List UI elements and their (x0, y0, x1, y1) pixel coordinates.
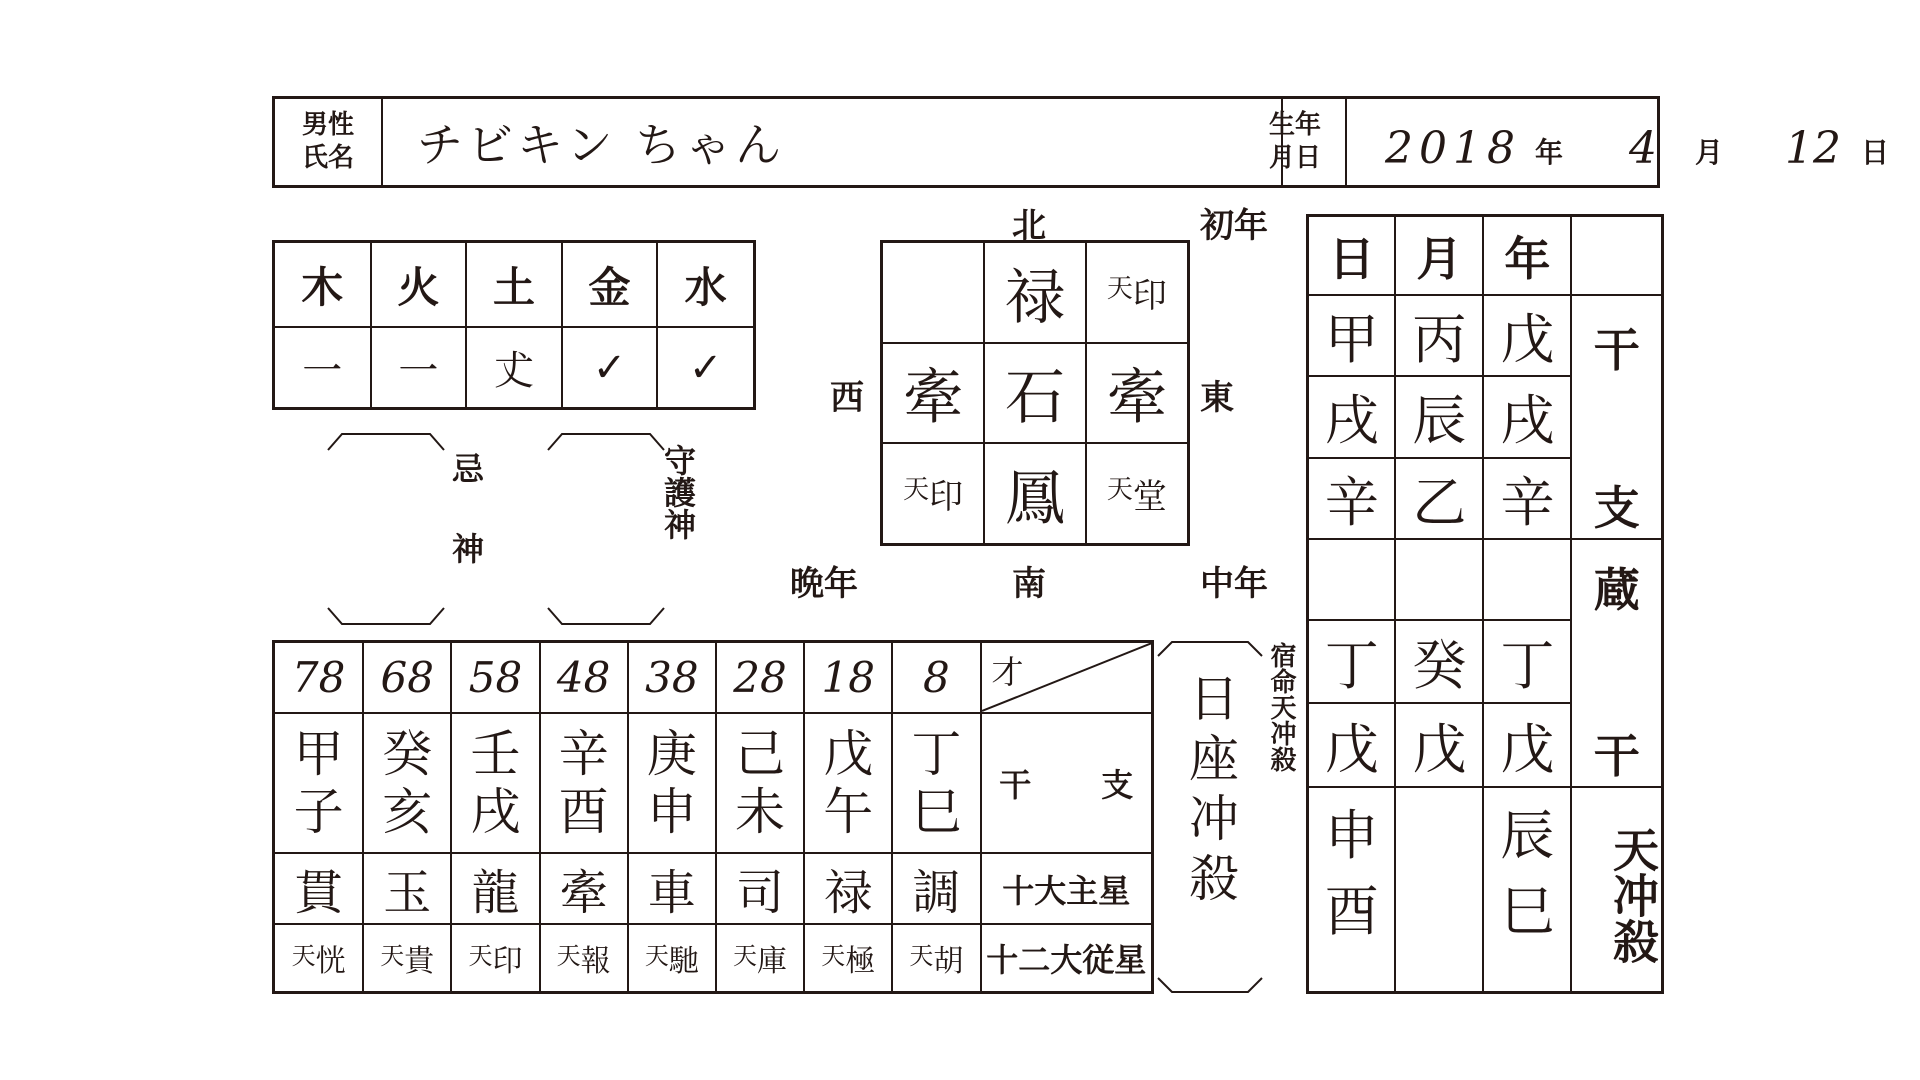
follower-sup-2: 天 (380, 942, 405, 970)
follower-sup-4: 天 (556, 942, 581, 970)
fire-count: 一 (371, 327, 467, 407)
grid-center-star: 石 (984, 343, 1085, 443)
follower-sup-7: 天 (821, 942, 846, 970)
early-years-label: 初年 (1200, 206, 1268, 246)
element-water: 水 (657, 243, 753, 327)
east-label: 東 (1200, 378, 1234, 418)
zou-gan-label (1571, 539, 1661, 787)
element-wood: 木 (275, 243, 371, 327)
luck-gz-7 (804, 713, 892, 853)
month-hidden-1 (1395, 539, 1483, 620)
follower-6 (716, 924, 804, 991)
name-label: 氏名 (301, 143, 354, 173)
follower-sup-5: 天 (644, 942, 669, 970)
luck-branch-7: 午 (823, 783, 874, 841)
luck-gz-8 (892, 713, 980, 853)
luck-gz-3 (451, 713, 539, 853)
element-earth: 土 (466, 243, 562, 327)
grid-se-main: 堂 (1132, 477, 1167, 517)
gender-label: 男性 (301, 110, 354, 140)
age-38: 38 (628, 643, 716, 713)
grid-ne-main: 印 (1132, 276, 1167, 316)
day-hidden-2: 丁 (1309, 620, 1395, 704)
grid-top-left (883, 243, 984, 343)
birth-year: 2018 (1385, 123, 1521, 174)
age-68: 68 (363, 643, 451, 713)
year-unit: 年 (1535, 136, 1564, 169)
luck-stem-3: 壬 (470, 725, 521, 783)
main-star-6: 司 (716, 853, 804, 924)
tenchu-label: 天冲殺 (1571, 787, 1661, 991)
gan-shi-label (1571, 295, 1661, 539)
guardian-bracket (546, 430, 666, 630)
five-elements-table (272, 240, 756, 410)
kanshi-label (981, 713, 1152, 853)
grid-se-sup: 天 (1106, 475, 1133, 505)
middle-years-label: 中年 (1200, 564, 1268, 604)
follower-5 (628, 924, 716, 991)
grid-southeast-star (1086, 443, 1187, 543)
main-star-label: 十大主星 (981, 853, 1152, 924)
grid-east-star: 牽 (1086, 343, 1187, 443)
luck-branch-5: 申 (646, 783, 697, 841)
age-78: 78 (275, 643, 363, 713)
age-unit-cell (981, 643, 1152, 713)
age-8: 8 (892, 643, 980, 713)
birth-month: 4 (1629, 123, 1657, 174)
follower-main-5: 馳 (668, 944, 699, 979)
pillar-year-header: 年 (1483, 217, 1571, 295)
follower-1 (275, 924, 363, 991)
day-unit: 日 (1861, 136, 1890, 169)
luck-gz-6 (716, 713, 804, 853)
luck-gz-5 (628, 713, 716, 853)
follower-8 (892, 924, 980, 991)
grid-sw-sup: 天 (903, 475, 930, 505)
month-hidden-3: 戊 (1395, 703, 1483, 787)
year-hidden-1 (1483, 539, 1571, 620)
luck-stem-7: 戊 (823, 725, 874, 783)
follower-3 (451, 924, 539, 991)
follower-7 (804, 924, 892, 991)
age-58: 58 (451, 643, 539, 713)
month-stem: 丙 (1395, 295, 1483, 376)
label-shi: 支 (1593, 481, 1640, 535)
age-28: 28 (716, 643, 804, 713)
day-hidden-3: 戊 (1309, 703, 1395, 787)
luck-stem-4: 辛 (558, 725, 609, 783)
luck-stem-8: 丁 (911, 725, 962, 783)
pillars-table (1306, 214, 1664, 994)
pillar-day-header: 日 (1309, 217, 1395, 295)
wood-count: 一 (275, 327, 371, 407)
grid-south-star: 鳳 (984, 443, 1085, 543)
day-hidden-1 (1309, 539, 1395, 620)
year-tenchu: 辰 巳 (1483, 787, 1571, 991)
follower-2 (363, 924, 451, 991)
year-hidden-3: 戊 (1483, 703, 1571, 787)
luck-branch-6: 未 (735, 783, 786, 841)
year-branch-2: 辛 (1483, 458, 1571, 539)
main-star-3: 龍 (451, 853, 539, 924)
label-gan: 干 (1593, 323, 1640, 377)
follower-main-6: 庫 (757, 944, 788, 979)
follower-sup-3: 天 (468, 942, 493, 970)
luck-gz-4 (540, 713, 628, 853)
element-metal: 金 (562, 243, 658, 327)
age-unit: 才 (991, 653, 1024, 691)
birthdate-value[interactable] (1345, 99, 1890, 185)
luck-branch-4: 酉 (558, 783, 609, 841)
day-stem: 甲 (1309, 295, 1395, 376)
main-star-1: 貫 (275, 853, 363, 924)
birth-label-line1: 生年 (1268, 110, 1321, 140)
main-star-7: 禄 (804, 853, 892, 924)
north-label: 北 (1012, 206, 1046, 246)
age-48: 48 (540, 643, 628, 713)
follower-4 (540, 924, 628, 991)
imigami-label-1: 忌 (452, 450, 485, 488)
west-label: 西 (830, 378, 864, 418)
pillar-header-blank (1571, 217, 1661, 295)
luck-branch-3: 戌 (470, 783, 521, 841)
month-hidden-2: 癸 (1395, 620, 1483, 704)
luck-stem-6: 己 (735, 725, 786, 783)
follower-sup-8: 天 (909, 942, 934, 970)
follower-label: 十二大従星 (981, 924, 1152, 991)
imigami-label-2: 神 (452, 530, 485, 568)
follower-sup-6: 天 (733, 942, 758, 970)
grid-southwest-star (883, 443, 984, 543)
grid-northeast-star (1086, 243, 1187, 343)
month-unit: 月 (1695, 136, 1724, 169)
luck-branch-2: 亥 (382, 783, 433, 841)
grid-west-star: 牽 (883, 343, 984, 443)
late-years-label: 晩年 (790, 564, 858, 604)
south-label: 南 (1012, 564, 1046, 604)
follower-main-1: 恍 (315, 944, 346, 979)
birth-day: 12 (1785, 123, 1841, 174)
birth-label-line2: 月日 (1268, 143, 1321, 173)
luck-branch-1: 子 (293, 783, 344, 841)
follower-sup-1: 天 (291, 942, 316, 970)
month-branch-2: 乙 (1395, 458, 1483, 539)
age-18: 18 (804, 643, 892, 713)
element-fire: 火 (371, 243, 467, 327)
luck-branch-8: 巳 (911, 783, 962, 841)
year-stem: 戊 (1483, 295, 1571, 376)
name-value[interactable]: チビキン ちゃん (381, 99, 1283, 185)
luck-stem-5: 庚 (646, 725, 697, 783)
day-branch-2: 辛 (1309, 458, 1395, 539)
luck-cycles-table (272, 640, 1154, 994)
earth-count: 𠀋 (466, 327, 562, 407)
luck-stem-1: 甲 (293, 725, 344, 783)
follower-main-2: 貴 (404, 944, 435, 979)
kanshi-label-2: 支 (1101, 766, 1134, 804)
main-star-8: 調 (892, 853, 980, 924)
label-zou: 蔵 (1593, 563, 1640, 617)
main-star-2: 玉 (363, 853, 451, 924)
tenchusatsu-label: 宿命天冲殺 (1266, 642, 1296, 772)
follower-main-4: 報 (580, 944, 611, 979)
star-chart-grid (880, 240, 1190, 546)
label-gan2: 干 (1593, 729, 1640, 783)
profile-header (272, 96, 1890, 188)
birthdate-label (1245, 99, 1347, 185)
guardian-label: 守護神 (659, 444, 697, 540)
main-star-5: 車 (628, 853, 716, 924)
tenchusatsu-value: 日座冲殺 (1181, 672, 1239, 912)
day-tenchu: 申 酉 (1309, 787, 1395, 991)
luck-stem-2: 癸 (382, 725, 433, 783)
main-star-4: 牽 (540, 853, 628, 924)
year-branch: 戌 (1483, 376, 1571, 457)
grid-sw-main: 印 (929, 477, 964, 517)
luck-gz-2 (363, 713, 451, 853)
water-count: ✓ (657, 327, 753, 407)
month-tenchu (1395, 787, 1483, 991)
follower-main-8: 胡 (933, 944, 964, 979)
metal-count: ✓ (562, 327, 658, 407)
luck-gz-1 (275, 713, 363, 853)
follower-main-3: 印 (492, 944, 523, 979)
imigami-bracket (326, 430, 446, 630)
month-branch: 辰 (1395, 376, 1483, 457)
gender-name-label (275, 99, 383, 185)
kanshi-label-1: 干 (999, 766, 1032, 804)
pillar-month-header: 月 (1395, 217, 1483, 295)
year-hidden-2: 丁 (1483, 620, 1571, 704)
grid-north-star: 禄 (984, 243, 1085, 343)
follower-main-7: 極 (845, 944, 876, 979)
grid-ne-sup: 天 (1106, 274, 1133, 304)
day-branch: 戌 (1309, 376, 1395, 457)
